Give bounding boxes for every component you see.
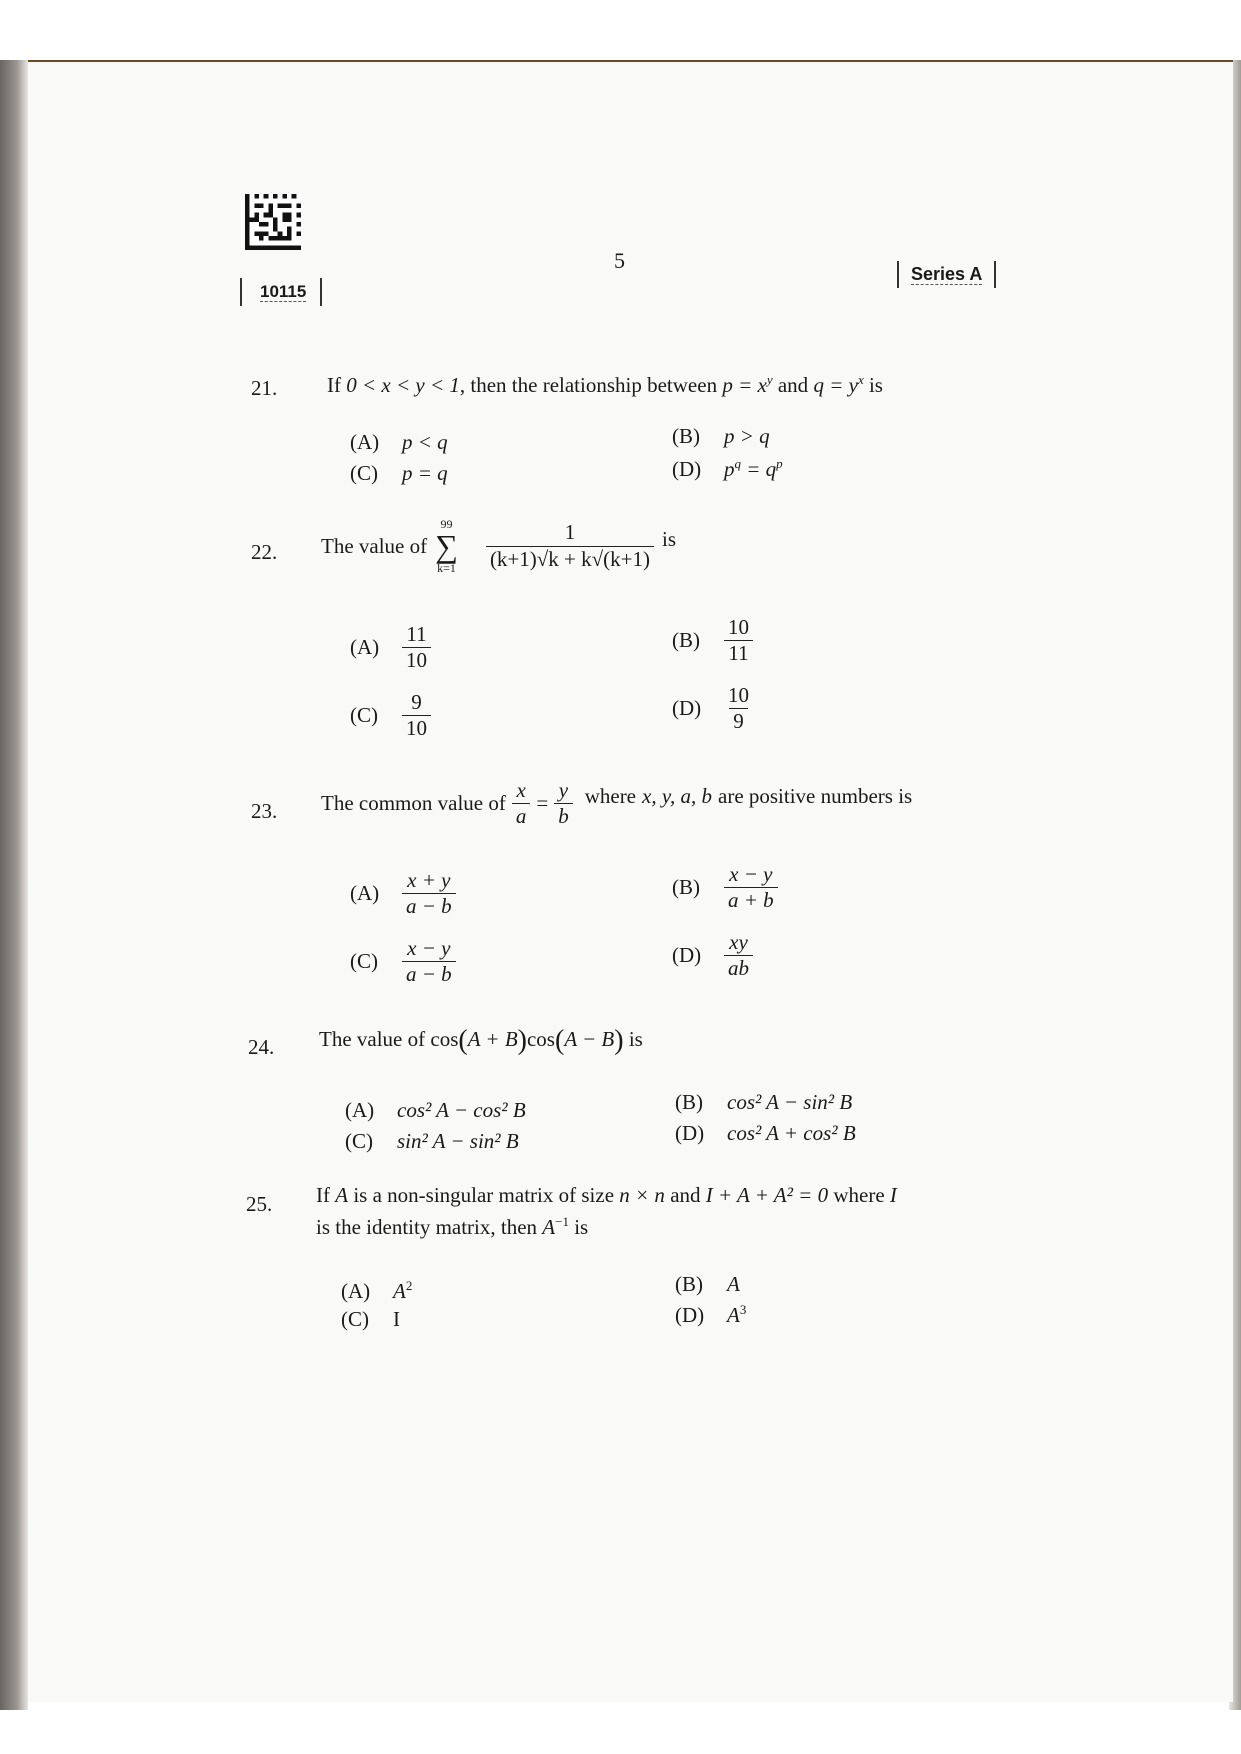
option-label: (C) bbox=[350, 461, 378, 485]
q21-option-a bbox=[350, 430, 448, 455]
option-text: p = q bbox=[402, 461, 448, 485]
page-shadow-left bbox=[0, 60, 28, 1710]
q25-word-and: and bbox=[670, 1183, 701, 1207]
sum-lower-limit: k=1 bbox=[437, 561, 456, 575]
q25-matrix-a: A bbox=[335, 1183, 349, 1207]
q21-q-exp: x bbox=[857, 372, 864, 387]
q22-option-d bbox=[672, 683, 753, 734]
q21-word-if: If bbox=[327, 373, 341, 397]
q25-option-b bbox=[675, 1271, 740, 1297]
question-21-number: 21. bbox=[251, 376, 278, 400]
exam-sheet bbox=[28, 60, 1233, 1702]
q25-size: n × n bbox=[619, 1183, 665, 1207]
option-sup: 2 bbox=[405, 1278, 413, 1293]
option-label: (C) bbox=[350, 703, 378, 728]
question-23-text bbox=[321, 778, 912, 829]
option-denominator: 9 bbox=[729, 708, 748, 734]
option-label: (B) bbox=[672, 628, 700, 653]
option-text: A bbox=[393, 1279, 406, 1303]
option-denominator: a − b bbox=[402, 893, 456, 919]
option-numerator: 10 bbox=[728, 615, 749, 639]
q24-option-d bbox=[675, 1121, 856, 1146]
q23-frac2-num: y bbox=[558, 778, 569, 802]
series-text: Series A bbox=[911, 264, 983, 284]
question-21-text bbox=[327, 372, 883, 398]
series-label bbox=[897, 261, 996, 288]
q23-option-a bbox=[350, 868, 456, 919]
q25-matrix-desc: is a non-singular matrix of size bbox=[353, 1183, 615, 1207]
q21-word-and: and bbox=[777, 373, 809, 397]
q21-option-c bbox=[350, 461, 448, 486]
option-text: cos² A + cos² B bbox=[727, 1121, 856, 1145]
q24-option-b bbox=[675, 1090, 852, 1115]
option-text: cos² A − sin² B bbox=[727, 1090, 853, 1114]
q25-inverse-exp: −1 bbox=[555, 1214, 569, 1229]
option-text: p > q bbox=[724, 424, 770, 448]
q24-option-c bbox=[345, 1129, 519, 1154]
option-denominator: a + b bbox=[724, 887, 778, 913]
q22-lead-text: The value of bbox=[321, 533, 428, 558]
question-25-line-2 bbox=[316, 1214, 588, 1240]
q21-option-d bbox=[672, 456, 783, 482]
option-text: cos² A − cos² B bbox=[397, 1098, 526, 1122]
question-24-text: The value of cos(A + B)cos(A − B) is bbox=[319, 1025, 643, 1056]
option-label: (D) bbox=[672, 696, 702, 721]
option-label: (A) bbox=[341, 1279, 371, 1303]
q24-cos-1: cos bbox=[430, 1027, 459, 1051]
q23-word-where: where bbox=[584, 784, 637, 809]
option-label: (C) bbox=[341, 1307, 369, 1331]
q25-word-is: is bbox=[574, 1215, 589, 1239]
question-23-number: 23. bbox=[251, 799, 278, 823]
option-text: p < q bbox=[402, 430, 448, 454]
summation-symbol: 99 ∑ k=1 bbox=[435, 517, 458, 575]
q25-word-if: If bbox=[316, 1183, 330, 1207]
option-denominator: a − b bbox=[402, 961, 456, 987]
q23-tail-text: are positive numbers is bbox=[718, 784, 913, 809]
q22-option-c bbox=[350, 690, 431, 741]
option-label: (B) bbox=[672, 875, 700, 900]
q22-word-is: is bbox=[662, 526, 677, 551]
option-denominator: 11 bbox=[724, 640, 752, 666]
qr-code-icon bbox=[244, 194, 302, 250]
option-numerator: x − y bbox=[729, 862, 773, 886]
option-text-rhs: = q bbox=[741, 457, 777, 481]
q25-inverse-base: A bbox=[542, 1215, 556, 1239]
q23-lead-text: The common value of bbox=[321, 791, 506, 816]
q22-fraction bbox=[486, 520, 654, 571]
option-text: sin² A − sin² B bbox=[397, 1129, 519, 1153]
option-numerator: x − y bbox=[407, 936, 451, 960]
option-denominator: ab bbox=[724, 955, 753, 981]
q21-p-exp: y bbox=[766, 372, 773, 387]
option-label: (C) bbox=[345, 1129, 373, 1153]
q21-p-def: p = x bbox=[722, 373, 767, 397]
option-sup-1: q bbox=[734, 456, 741, 471]
q23-frac2-den: b bbox=[554, 803, 573, 829]
option-text: A bbox=[727, 1272, 740, 1296]
option-label: (D) bbox=[672, 943, 702, 968]
option-numerator: x + y bbox=[407, 868, 451, 892]
option-denominator: 10 bbox=[402, 715, 431, 741]
q24-cos-2: cos bbox=[526, 1027, 555, 1051]
option-text: I bbox=[393, 1307, 400, 1331]
q23-option-b bbox=[672, 862, 778, 913]
option-label: (C) bbox=[350, 949, 378, 974]
q25-option-d bbox=[675, 1302, 746, 1328]
q25-identity-desc: is the identity matrix, then bbox=[316, 1215, 538, 1239]
q25-identity-i: I bbox=[889, 1183, 897, 1207]
q22-option-b bbox=[672, 615, 753, 666]
q21-q-def: q = y bbox=[813, 373, 858, 397]
q24-word-is: is bbox=[628, 1027, 643, 1051]
option-numerator: 11 bbox=[406, 622, 427, 646]
q22-option-a bbox=[350, 622, 431, 673]
q23-frac1-num: x bbox=[516, 778, 526, 802]
q24-arg-2: A − B bbox=[564, 1027, 615, 1051]
q25-equation: I + A + A² = 0 bbox=[705, 1183, 829, 1207]
q23-option-c bbox=[350, 936, 456, 987]
option-denominator: 10 bbox=[402, 647, 431, 673]
option-sup: 3 bbox=[739, 1302, 747, 1317]
paper-code bbox=[240, 278, 322, 306]
q21-option-b bbox=[672, 424, 770, 449]
q23-frac1-den: a bbox=[512, 803, 531, 829]
q25-word-where: where bbox=[833, 1183, 885, 1207]
option-sup-2: p bbox=[776, 456, 783, 471]
q24-arg-1: A + B bbox=[467, 1027, 518, 1051]
q23-equals: = bbox=[536, 791, 549, 816]
option-numerator: xy bbox=[729, 930, 748, 954]
q23-option-d bbox=[672, 930, 753, 981]
option-label: (A) bbox=[345, 1098, 375, 1122]
question-24-number: 24. bbox=[248, 1035, 275, 1059]
option-text: A bbox=[727, 1303, 740, 1327]
option-label: (B) bbox=[675, 1272, 703, 1296]
q25-option-a bbox=[341, 1278, 412, 1304]
option-label: (D) bbox=[675, 1303, 705, 1327]
question-22-number: 22. bbox=[251, 540, 278, 564]
option-label: (A) bbox=[350, 430, 380, 454]
paper-code-text: 10115 bbox=[260, 282, 307, 301]
q21-relationship-text: , then the relationship between bbox=[459, 373, 718, 397]
option-label: (B) bbox=[672, 424, 700, 448]
question-22-text bbox=[321, 518, 676, 574]
option-label: (D) bbox=[675, 1121, 705, 1145]
option-label: (A) bbox=[350, 881, 380, 906]
q25-option-c bbox=[341, 1306, 400, 1332]
option-text-base: p bbox=[724, 457, 735, 481]
q23-variables: x, y, a, b bbox=[642, 784, 712, 809]
question-25-line-1 bbox=[316, 1183, 897, 1208]
option-numerator: 10 bbox=[728, 683, 749, 707]
q24-option-a bbox=[345, 1098, 526, 1123]
sum-upper-limit: 99 bbox=[440, 517, 453, 531]
q22-numerator: 1 bbox=[564, 520, 576, 545]
question-25-number: 25. bbox=[246, 1192, 273, 1216]
option-label: (D) bbox=[672, 457, 702, 481]
option-label: (B) bbox=[675, 1090, 703, 1114]
page-number: 5 bbox=[614, 248, 625, 273]
q21-word-is: is bbox=[868, 373, 883, 397]
option-label: (A) bbox=[350, 635, 380, 660]
q22-denominator: (k+1)√k + k√(k+1) bbox=[486, 546, 654, 572]
option-numerator: 9 bbox=[411, 690, 422, 714]
q21-condition: 0 < x < y < 1 bbox=[346, 373, 460, 397]
q24-lead-text: The value of bbox=[319, 1027, 426, 1051]
